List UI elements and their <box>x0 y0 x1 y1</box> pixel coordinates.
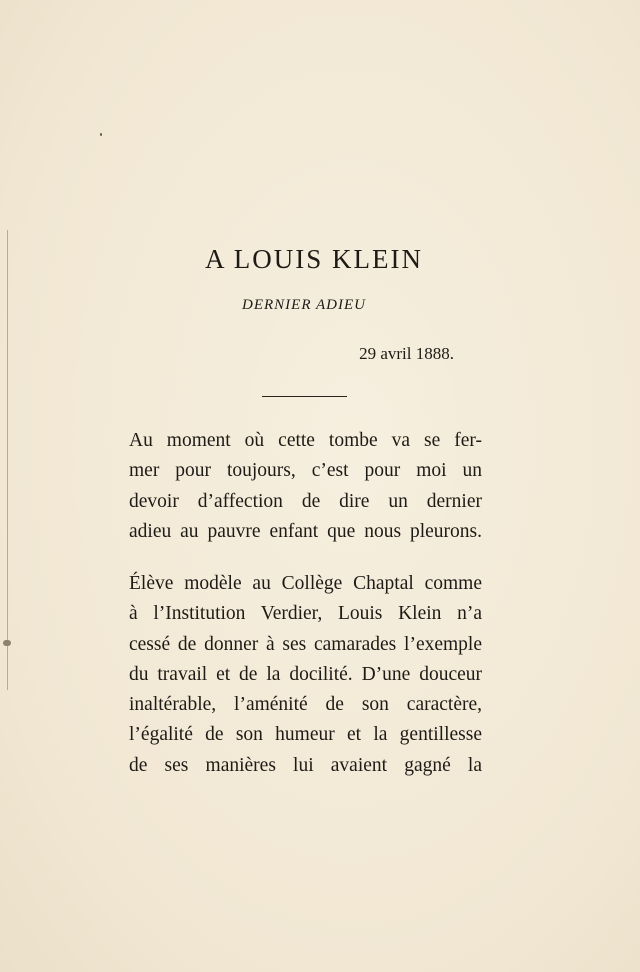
text-line: cessé de donner à ses camarades l’exemple <box>129 633 482 655</box>
ink-speck <box>100 133 102 136</box>
text-line: l’égalité de son humeur et la gentillesse <box>129 724 482 746</box>
page-title: A LOUIS KLEIN <box>205 244 423 274</box>
text-line: à l’Institution Verdier, Louis Klein n’a <box>129 603 482 625</box>
text-line: Élève modèle au Collège Chaptal comme <box>129 573 482 594</box>
section-rule <box>262 396 347 397</box>
text-line: Au moment où cette tombe va se fer- <box>129 430 482 451</box>
text-line: de ses manières lui avaient gagné la <box>129 754 482 776</box>
page-subtitle: DERNIER ADIEU <box>242 297 366 313</box>
text-line: adieu au pauvre enfant que nous pleurons. <box>129 520 482 542</box>
text-line: inaltérable, l’aménité de son caractère, <box>129 694 482 716</box>
text-line: mer pour toujours, c’est pour moi un <box>129 460 482 482</box>
paragraph-2 <box>129 569 482 781</box>
text-line: devoir d’affection de dire un dernier <box>129 490 482 512</box>
date-line: 29 avril 1888. <box>359 344 454 363</box>
paragraph-1 <box>129 426 482 547</box>
text-line: du travail et de la docilité. D’une douceur <box>129 663 482 685</box>
page-edge-mark <box>3 640 11 646</box>
